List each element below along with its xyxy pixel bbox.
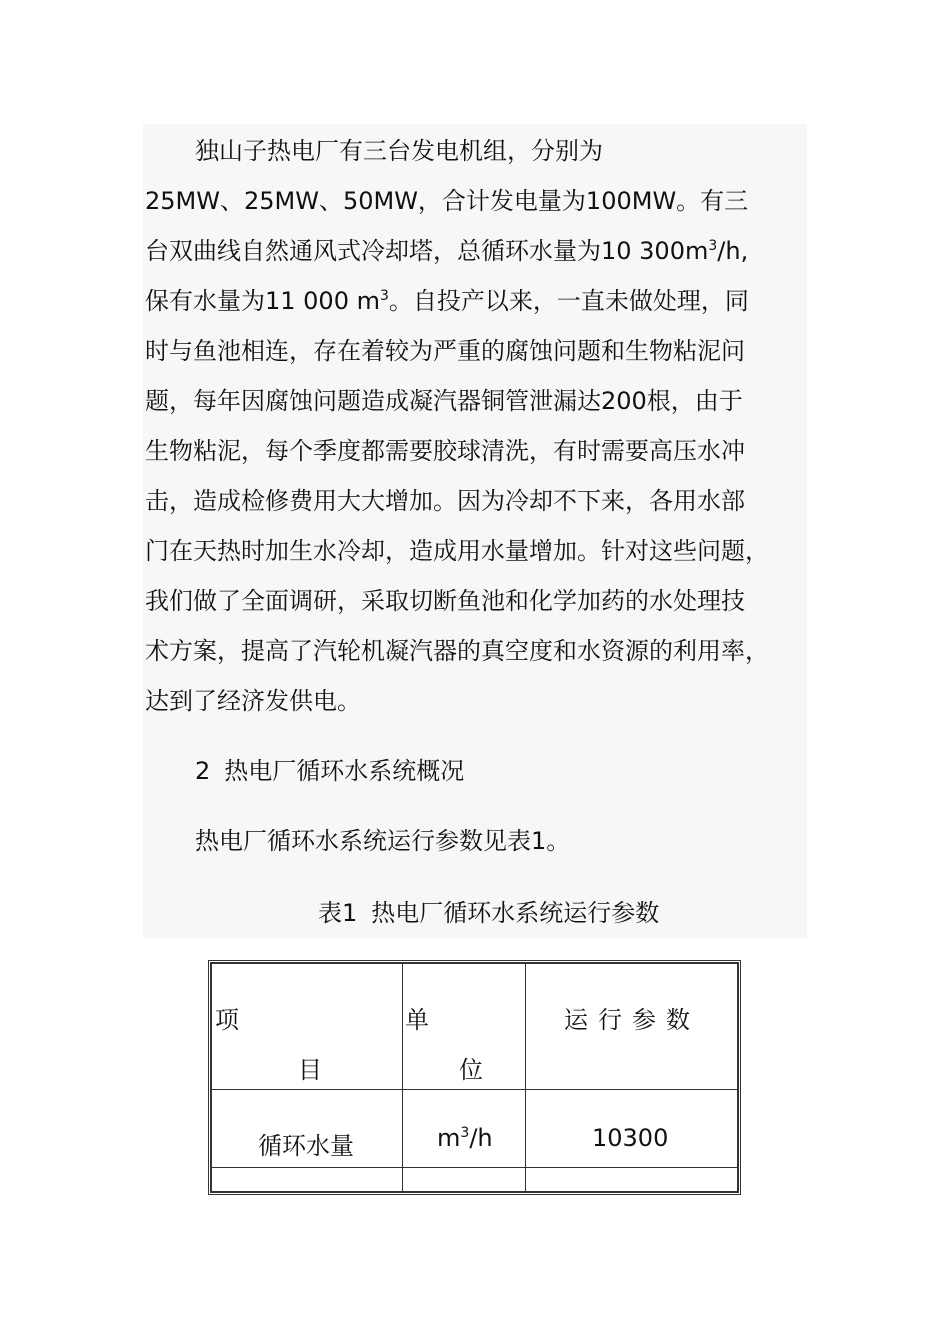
intro-line: 题，每年因腐蚀问题造成凝汽器铜管泄漏达200根，由于 <box>145 387 743 415</box>
empty-cell <box>212 1168 403 1192</box>
unit-cell: $m^3/h$ <box>403 1090 526 1168</box>
table-row <box>212 1090 738 1168</box>
table-caption-title: 热电厂循环水系统运行参数 <box>371 899 660 927</box>
intro-line: 时与鱼池相连，存在着较为严重的腐蚀问题和生物粘泥问 <box>145 337 745 365</box>
intro-line: 击，造成检修费用大大增加。因为冷却不下来，各用水部 <box>145 487 745 515</box>
table-row-empty <box>212 1168 738 1192</box>
intro-line: 门在天热时加生水冷却，造成用水量增加。针对这些问题， <box>145 537 769 565</box>
intro-line: 独山子热电厂有三台发电机组，分别为 <box>195 137 603 165</box>
header-item-cell: 项 目 <box>212 964 403 1090</box>
value-cell: 10300 <box>526 1090 738 1168</box>
empty-cell <box>526 1168 738 1192</box>
intro-line: 术方案，提高了汽轮机凝汽器的真空度和水资源的利用率， <box>145 637 769 665</box>
intro-line: 保有水量为11 000 $m^3$。自投产以来，一直未做处理，同 <box>145 287 749 315</box>
intro-line: 我们做了全面调研，采取切断鱼池和化学加药的水处理技 <box>145 587 745 615</box>
empty-cell <box>403 1168 526 1192</box>
intro-line: 25MW、25MW、50MW，合计发电量为100MW。有三 <box>145 187 749 215</box>
section-number: 2 <box>195 757 211 785</box>
intro-line: 达到了经济发供电。 <box>145 687 361 715</box>
header-value-cell: 运行参数 <box>526 964 738 1090</box>
intro-paragraph <box>145 126 805 726</box>
table-caption <box>318 888 659 938</box>
parameter-table <box>208 960 741 1195</box>
item-cell: 循环水量 <box>212 1090 403 1168</box>
table-reference-text: 热电厂循环水系统运行参数见表1。 <box>195 827 571 855</box>
intro-line: 生物粘泥，每个季度都需要胶球清洗，有时需要高压水冲 <box>145 437 745 465</box>
section-heading <box>195 746 464 796</box>
intro-line: 台双曲线自然通风式冷却塔，总循环水量为10 $300m^3/h$, <box>145 237 749 265</box>
table-header-row <box>212 964 738 1090</box>
header-unit-cell: 单 位 <box>403 964 526 1090</box>
section-title: 热电厂循环水系统概况 <box>224 757 465 785</box>
table-caption-label: 表1 <box>318 899 358 927</box>
